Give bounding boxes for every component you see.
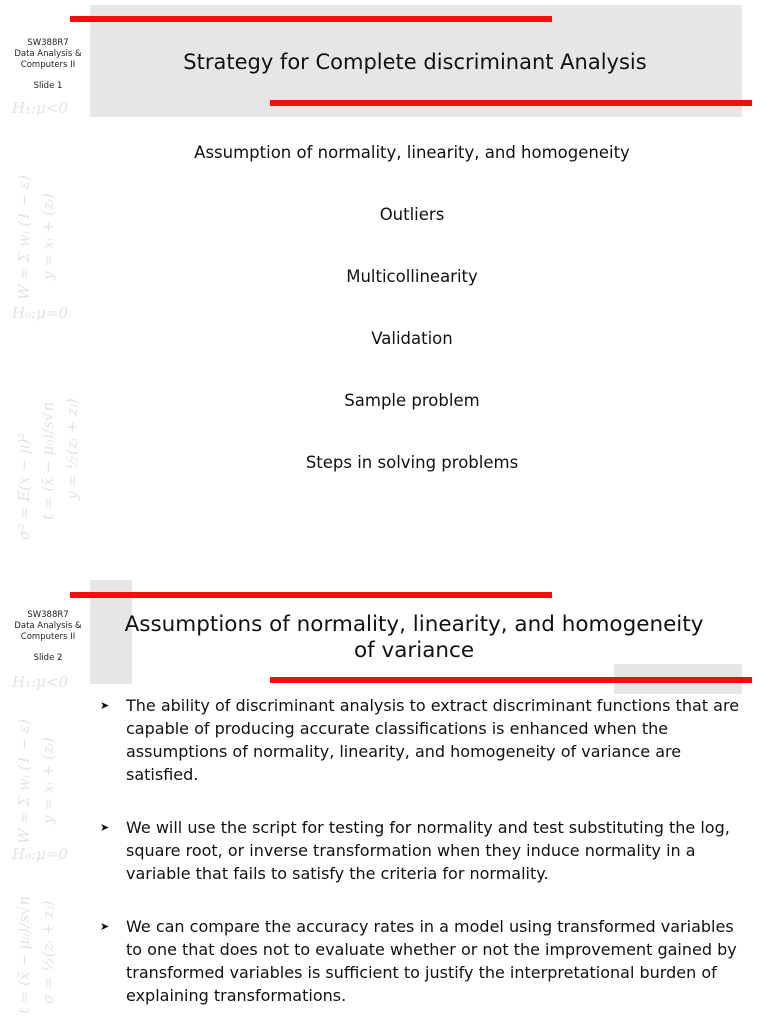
topic-list <box>96 140 728 512</box>
topic-item: Validation <box>371 329 453 348</box>
topic-item: Steps in solving problems <box>305 453 519 472</box>
course-name-line-1: Data Analysis & <box>14 49 82 59</box>
slide-2 <box>0 570 768 1024</box>
top-red-bar <box>70 592 552 598</box>
title-line-2: of variance <box>353 638 475 663</box>
course-code: SW388R7 <box>27 610 69 620</box>
bullet-item <box>100 816 740 885</box>
bullet-item <box>100 915 740 1007</box>
bullet-list <box>100 694 740 1024</box>
slide-title <box>96 612 732 664</box>
topic-item: Assumption of normality, linearity, and homogeneity <box>194 143 630 162</box>
course-name-line-1: Data Analysis & <box>14 621 82 631</box>
bullet-text: The ability of discriminant analysis to extract discriminant functions that are capable of producing accurate classifications is enhanced when the assumptions of normality, linearity, and homogeneity of variance are satisfied. <box>126 696 740 784</box>
course-name-line-2: Computers II <box>20 632 76 642</box>
slide-number: Slide 1 <box>33 81 63 91</box>
top-red-bar <box>70 16 552 22</box>
formula-watermark: H₁:μ<0 W = Σ wᵢ (1 − ε) y = xᵢ + (zᵢ) H₀:μ=0 σ² = E(x − μ)² t = (x̄ − μ₀)/s√n y = ½(zᵢ + zⱼ) <box>12 100 81 540</box>
formula-watermark: H₁:μ<0 W = Σ wᵢ (1 − ε) y = xᵢ + (zᵢ) H₀:μ=0 t = (x̄ − μ₀)/s√n σ = ½(zᵢ + zⱼ) <box>12 674 69 1014</box>
bullet-text: We can compare the accuracy rates in a model using transformed variables to one that does not to evaluate whether or not the improvement gained by transformed variables is sufficient to justify the interpretational burden of explaining transformations. <box>126 917 737 1005</box>
bottom-red-bar <box>270 677 752 683</box>
bullet-item <box>100 694 740 786</box>
course-label <box>0 38 96 92</box>
slide-title: Strategy for Complete discriminant Analysis <box>183 50 647 74</box>
arrowhead-bullet-icon: ➤ <box>100 699 110 712</box>
course-code: SW388R7 <box>27 38 69 48</box>
bullet-text: We will use the script for testing for normality and test substituting the log, square root, or inverse transformation when they induce normality in a variable that fails to satisfy the criteria for normality. <box>126 818 730 883</box>
slide-number: Slide 2 <box>33 653 63 663</box>
topic-item: Sample problem <box>344 391 480 410</box>
arrowhead-bullet-icon: ➤ <box>100 821 110 834</box>
title-line-1: Assumptions of normality, linearity, and homogeneity <box>124 612 704 637</box>
course-label <box>0 610 96 664</box>
bottom-red-bar <box>270 100 752 106</box>
course-name-line-2: Computers II <box>20 60 76 70</box>
arrowhead-bullet-icon: ➤ <box>100 920 110 933</box>
topic-item: Outliers <box>379 205 445 224</box>
topic-item: Multicollinearity <box>346 267 478 286</box>
